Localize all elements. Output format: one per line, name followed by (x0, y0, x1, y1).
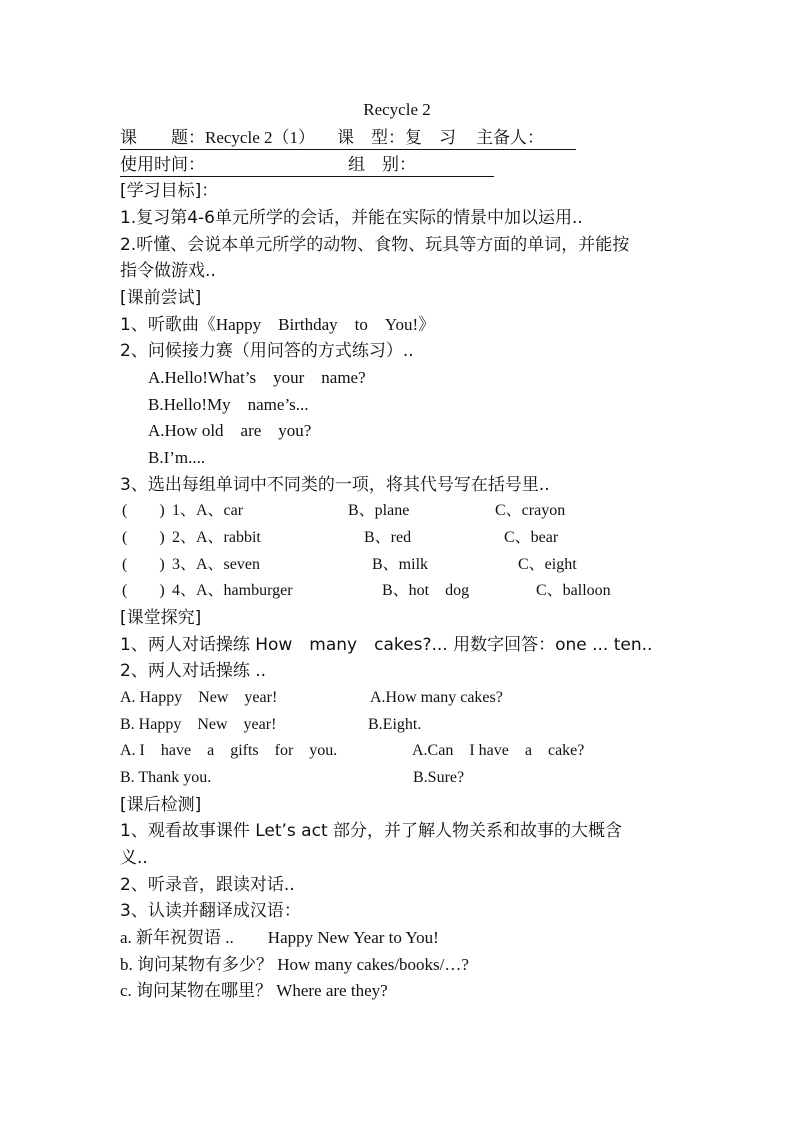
group-label: 组 别： (348, 155, 416, 175)
after-heading: [课后检测] (120, 795, 202, 815)
after-item-a: a. 新年祝贺语 .. Happy New Year to You! (120, 928, 439, 947)
pre-item-1 (120, 314, 435, 336)
pair-left: A. I have a gifts for you. (120, 742, 338, 759)
after-item-1a: 1、观看故事课件 Let’s act 部分，并了解人物关系和故事的大概含 (120, 821, 623, 841)
after-item-b: b. 询问某物有多少？ How many cakes/books/…? (120, 955, 469, 974)
type-label: 课 型： (337, 128, 405, 148)
dialog-line: A.Hello!What’s your name? (148, 368, 366, 387)
explore-item-2: 2、两人对话操练 .. (120, 661, 267, 681)
explore-heading: [课堂探究] (120, 608, 202, 628)
choice-a: 4、A、hamburger (172, 582, 293, 599)
choice-b: B、red (364, 529, 412, 546)
pair-left: A. Happy New year! (120, 689, 278, 706)
pre-item-1-cn: 1、听歌曲 (120, 315, 199, 335)
after-item-3: 3、认读并翻译成汉语： (120, 901, 301, 921)
pair-right: A.How many cakes? (370, 689, 503, 706)
goal-item-2a: 2.听懂、会说本单元所学的动物、食物、玩具等方面的单词，并能按 (120, 235, 630, 255)
choice-c: C、crayon (495, 502, 566, 519)
pre-item-3: 3、选出每组单词中不同类的一项，将其代号写在括号里.. (120, 475, 550, 495)
choice-b: B、hot dog (382, 582, 470, 599)
time-label: 使用时间： (120, 155, 205, 175)
pair-left: B. Happy New year! (120, 716, 277, 733)
choice-b: B、plane (348, 502, 410, 519)
answer-blank[interactable]: ( ) (122, 529, 165, 546)
explore-item-1: 1、两人对话操练 How many cakes?... 用数字回答：one ... ten.. (120, 635, 653, 655)
answer-blank[interactable]: ( ) (122, 502, 165, 519)
page-title: Recycle 2 (363, 100, 431, 119)
type-value: 复 习 (405, 128, 456, 148)
after-item-c: c. 询问某物在哪里？ Where are they? (120, 981, 388, 1000)
course-value: Recycle 2（1） (205, 128, 315, 147)
pair-right: A.Can I have a cake? (412, 742, 585, 759)
choice-c: C、bear (504, 529, 559, 546)
choice-b: B、milk (372, 556, 429, 573)
choice-c: C、eight (518, 556, 577, 573)
header-row-2 (120, 154, 494, 177)
goal-item-2b: 指令做游戏.. (120, 261, 216, 281)
goal-item-1: 1.复习第4-6单元所学的会话，并能在实际的情景中加以运用.. (120, 208, 583, 228)
dialog-line: B.I’m.... (148, 448, 206, 467)
pair-right: B.Eight. (368, 716, 422, 733)
pre-heading: [课前尝试] (120, 288, 202, 308)
pre-item-2: 2、问候接力赛（用问答的方式练习）.. (120, 341, 414, 361)
pair-left: B. Thank you. (120, 769, 212, 786)
header-underline-1 (120, 127, 576, 150)
preparer-label: 主备人： (476, 128, 544, 148)
choice-c: C、balloon (536, 582, 611, 599)
answer-blank[interactable]: ( ) (122, 556, 165, 573)
pre-item-1-en: 《Happy Birthday to You!》 (198, 315, 436, 334)
dialog-line: A.How old are you? (148, 421, 312, 440)
pair-right: B.Sure? (413, 769, 465, 786)
choice-a: 1、A、car (172, 502, 244, 519)
header-underline-2 (120, 154, 494, 177)
after-item-2: 2、听录音，跟读对话.. (120, 875, 295, 895)
choice-a: 2、A、rabbit (172, 529, 261, 546)
choice-a: 3、A、seven (172, 556, 260, 573)
after-item-1b: 义.. (120, 848, 148, 868)
goals-heading: [学习目标]： (120, 181, 219, 201)
course-label: 课 题： (120, 128, 205, 148)
answer-blank[interactable]: ( ) (122, 582, 165, 599)
header-row-1 (120, 127, 576, 150)
dialog-line: B.Hello!My name’s... (148, 395, 309, 414)
